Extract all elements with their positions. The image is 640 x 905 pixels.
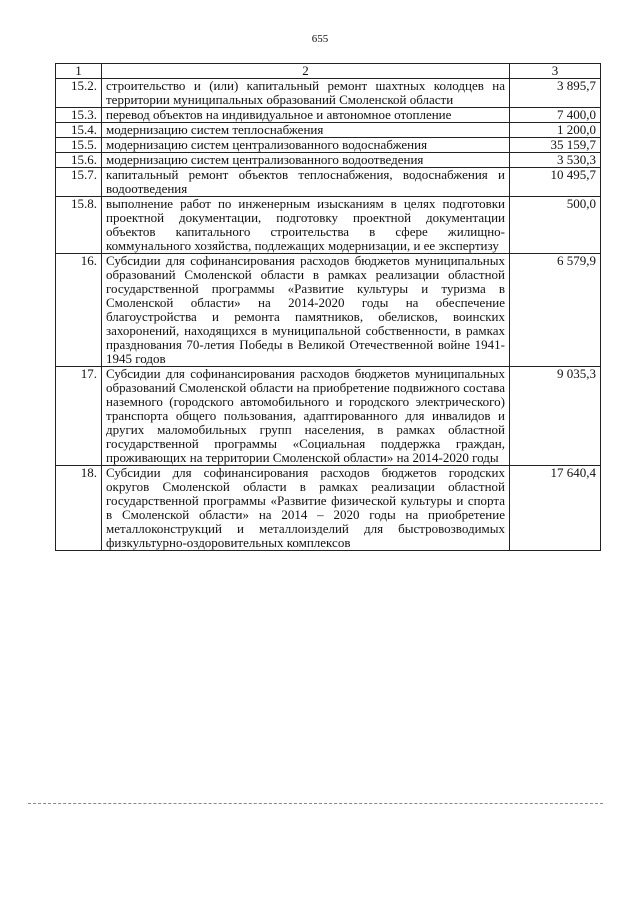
table-row [56,466,601,551]
page-cut-line [28,803,603,804]
row-amount: 6 579,9 [510,254,601,367]
row-amount: 1 200,0 [510,123,601,138]
row-description: модернизацию систем централизованного водоснабжения [102,138,510,153]
row-number: 18. [56,466,102,551]
row-number: 15.6. [56,153,102,168]
row-description: выполнение работ по инженерным изысканиям в целях подготовки проектной документации, подготовку проектной документации объектов капитального строительства в сфере жилищно-коммунального хозяйства, подлежащих модернизации, и ее экспертизу [102,197,510,254]
row-amount: 3 895,7 [510,79,601,108]
row-number: 17. [56,367,102,466]
row-amount: 17 640,4 [510,466,601,551]
table-row [56,153,601,168]
row-amount: 9 035,3 [510,367,601,466]
row-number: 15.5. [56,138,102,153]
row-description: перевод объектов на индивидуальное и автономное отопление [102,108,510,123]
row-amount: 7 400,0 [510,108,601,123]
row-amount: 35 159,7 [510,138,601,153]
row-number: 16. [56,254,102,367]
row-description: капитальный ремонт объектов теплоснабжения, водоснабжения и водоотведения [102,168,510,197]
page-number: 655 [311,33,329,45]
row-number: 15.4. [56,123,102,138]
row-description: Субсидии для софинансирования расходов бюджетов городских округов Смоленской области в рамках реализации областной государственной программы «Развитие физической культуры и спорта в Смоленской области» на 2014 – 2020 годы на приобретение металлоконструкций и металлоизделий для быстровозводимых физкультурно-оздоровительных комплексов [102,466,510,551]
table-row [56,108,601,123]
row-description: строительство и (или) капитальный ремонт шахтных колодцев на территории муниципальных образований Смоленской области [102,79,510,108]
row-description: Субсидии для софинансирования расходов бюджетов муниципальных образований Смоленской области в рамках реализации областной государственной программы «Развитие культуры и туризма в Смоленской области» на 2014-2020 годы на обеспечение благоустройства и ремонта памятников, обелисков, воинских захоронений, находящихся в муниципальной собственности, в рамках празднования 70-летия Победы в Великой Отечественной войне 1941-1945 годов [102,254,510,367]
column-header: 1 [56,64,102,79]
row-number: 15.2. [56,79,102,108]
table-row [56,197,601,254]
row-description: Субсидии для софинансирования расходов бюджетов муниципальных образований Смоленской области на приобретение подвижного состава наземного (городского автомобильного и городского электрического) транспорта общего пользования, адаптированного для инвалидов и других маломобильных групп населения, в рамках областной государственной программы «Социальная поддержка граждан, проживающих на территории Смоленской области» на 2014-2020 годы [102,367,510,466]
table-row [56,168,601,197]
row-description: модернизацию систем централизованного водоотведения [102,153,510,168]
table-row [56,138,601,153]
row-number: 15.3. [56,108,102,123]
table-row [56,79,601,108]
row-number: 15.8. [56,197,102,254]
row-amount: 10 495,7 [510,168,601,197]
table-row [56,254,601,367]
header-row [56,64,601,79]
budget-table [55,63,601,551]
table-row [56,367,601,466]
column-header: 2 [102,64,510,79]
table-row [56,123,601,138]
row-description: модернизацию систем теплоснабжения [102,123,510,138]
column-header: 3 [510,64,601,79]
row-number: 15.7. [56,168,102,197]
row-amount: 3 530,3 [510,153,601,168]
row-amount: 500,0 [510,197,601,254]
